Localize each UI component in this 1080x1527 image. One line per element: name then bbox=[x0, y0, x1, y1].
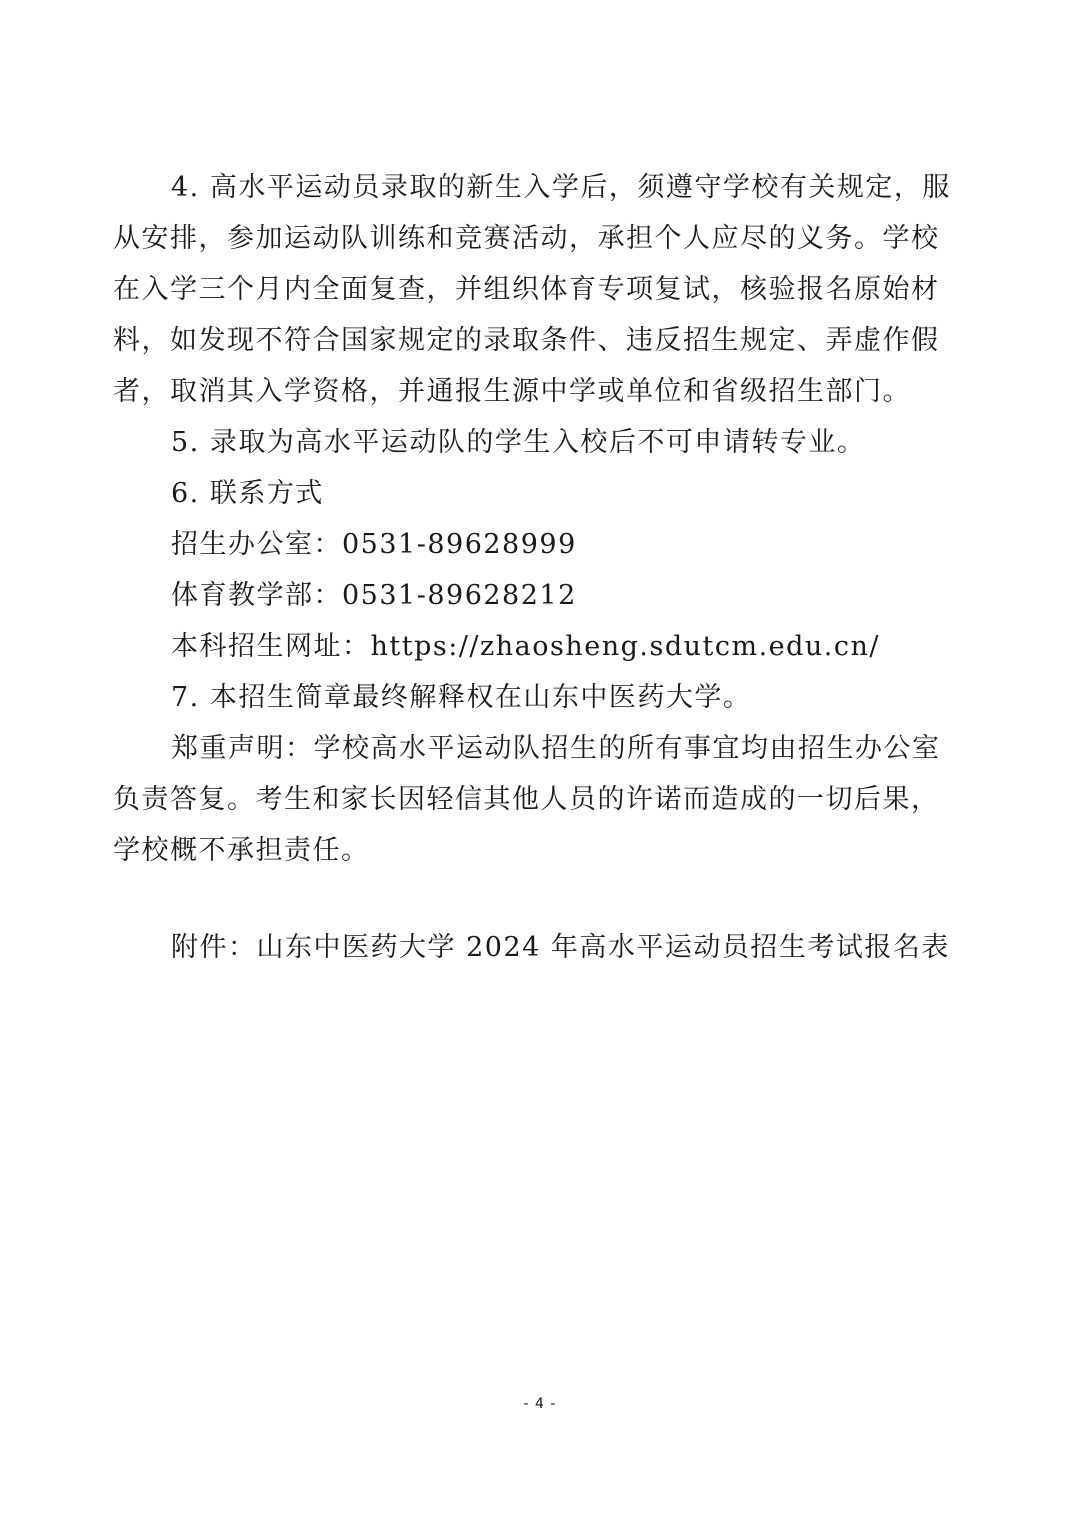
item-4-line-4: 料，如发现不符合国家规定的录取条件、违反招生规定、弄虚作假 bbox=[113, 325, 940, 356]
body-text bbox=[113, 162, 973, 876]
item-4-line-2: 从安排，参加运动队训练和竞赛活动，承担个人应尽的义务。学校 bbox=[113, 223, 940, 254]
item-4-line-1: 4. 高水平运动员录取的新生入学后，须遵守学校有关规定，服 bbox=[171, 172, 951, 203]
item-4-line-5: 者，取消其入学资格，并通报生源中学或单位和省级招生部门。 bbox=[113, 376, 911, 407]
statement-line-3: 学校概不承担责任。 bbox=[113, 835, 370, 866]
page-number: - 4 - bbox=[523, 1396, 557, 1412]
statement-line-2: 负责答复。考生和家长因轻信其他人员的许诺而造成的一切后果， bbox=[113, 784, 940, 815]
item-7: 7. 本招生简章最终解释权在山东中医药大学。 bbox=[171, 682, 752, 713]
item-4-line-3: 在入学三个月内全面复查，并组织体育专项复试，核验报名原始材 bbox=[113, 274, 940, 305]
item-6-heading: 6. 联系方式 bbox=[171, 478, 324, 509]
contact-pe-department: 体育教学部：0531-89628212 bbox=[171, 580, 577, 611]
contact-admissions-website: 本科招生网址：https://zhaosheng.sdutcm.edu.cn/ bbox=[171, 631, 880, 662]
attachment-note: 附件：山东中医药大学 2024 年高水平运动员招生考试报名表 bbox=[171, 932, 950, 963]
statement-line-1: 郑重声明：学校高水平运动队招生的所有事宜均由招生办公室 bbox=[171, 733, 941, 764]
contact-admissions-office: 招生办公室：0531-89628999 bbox=[171, 529, 577, 560]
item-5: 5. 录取为高水平运动队的学生入校后不可申请转专业。 bbox=[171, 427, 866, 458]
